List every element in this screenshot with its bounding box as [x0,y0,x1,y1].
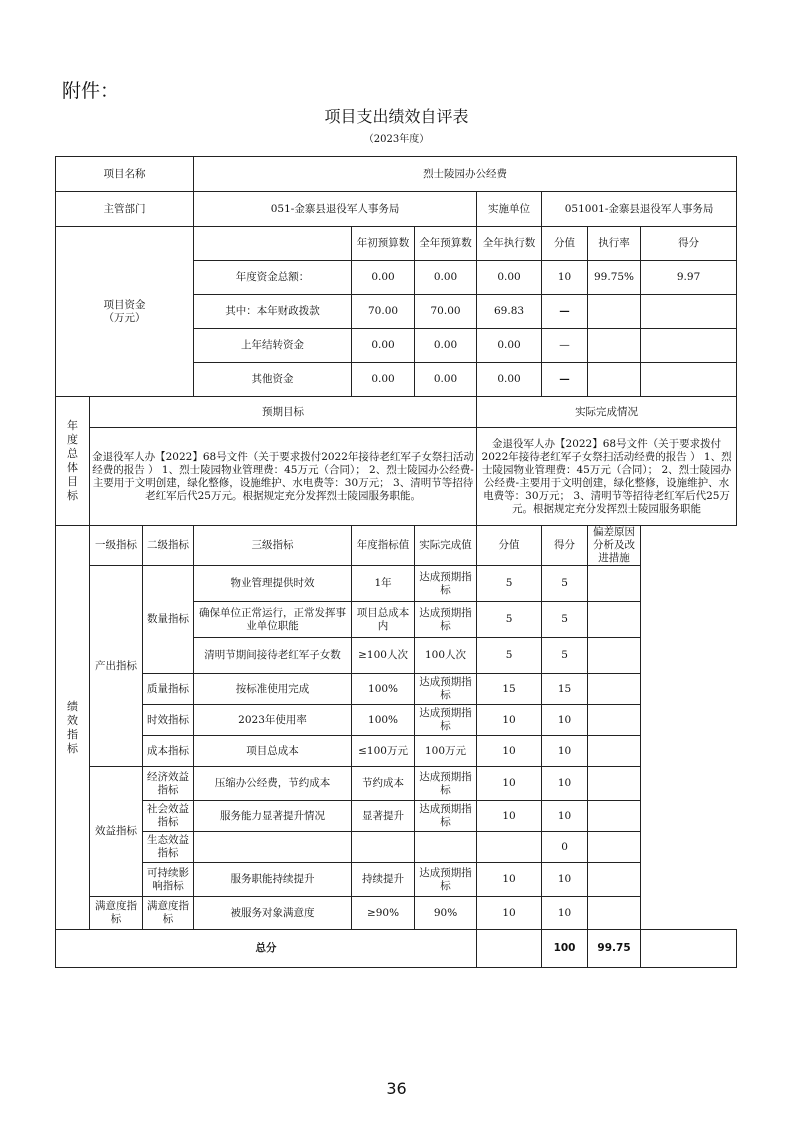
department-row [56,192,737,227]
funds-cell: 70.00 [352,295,415,329]
l3-cell: 服务能力显著提升情况 [194,801,352,832]
actual-cell: 达成预期指标 [415,863,477,897]
indicator-row [56,736,737,767]
actual-cell: 90% [415,897,477,930]
l3-cell: 按标准使用完成 [194,674,352,705]
funds-header-score: 得分 [641,227,737,261]
note-cell [588,566,641,602]
note-cell [588,767,641,801]
target-cell: ≤100万元 [352,736,415,767]
score-cell: 10 [542,863,588,897]
funds-cell: 0.00 [352,363,415,397]
target-cell: ≥90% [352,897,415,930]
indicator-row [56,767,737,801]
funds-cell: 0.00 [415,261,477,295]
funds-header-rate: 执行率 [588,227,641,261]
funds-header-row [56,227,737,261]
funds-cell: 10 [542,261,588,295]
note-cell [588,674,641,705]
funds-header-score-value: 分值 [542,227,588,261]
value-cell: 15 [477,674,542,705]
note-cell [588,705,641,736]
level2-timeliness: 时效指标 [143,705,194,736]
score-cell: 10 [542,801,588,832]
funds-header-initial: 年初预算数 [352,227,415,261]
funds-cell: 0.00 [352,329,415,363]
level2-ecological: 生态效益指标 [143,832,194,863]
target-cell: 100% [352,705,415,736]
indicator-row [56,566,737,602]
note-cell [588,736,641,767]
page-number: 36 [386,1079,407,1098]
project-name-label: 项目名称 [56,157,194,192]
goals-actual-header: 实际完成情况 [477,397,737,428]
goals-actual-text: 金退役军人办【2022】68号文件（关于要求拨付2022年接待老红军子女祭扫活动经费的报告 ） 1、烈士陵园物业管理费：45万元（合同）； 2、烈士陵园办公经费-主要用于文明创建，绿化整修，设施维护、水电费等：30万元； 3、清明节等招待老红军后代25万元。根据规定充分发挥烈士陵园服务职能 [477,428,737,526]
total-blank [477,930,542,968]
attachment-label: 附件： [62,80,120,102]
note-cell [588,832,641,863]
funds-cell: — [542,363,588,397]
level1-output: 产出指标 [90,566,143,767]
funds-cell: — [542,329,588,363]
funds-cell [588,329,641,363]
target-cell: 项目总成本内 [352,602,415,638]
page-title: 项目支出绩效自评表 [324,107,469,126]
value-cell [477,832,542,863]
funds-cell: 0.00 [477,329,542,363]
funds-row-label: 其中：本年财政拨款 [194,295,352,329]
value-cell: 5 [477,638,542,674]
project-name-row [56,157,737,192]
dept-label: 主管部门 [56,192,194,227]
actual-cell: 达成预期指标 [415,602,477,638]
score-cell: 10 [542,736,588,767]
goals-content-row [56,428,737,526]
goals-expected-text: 金退役军人办【2022】68号文件（关于要求拨付2022年接待老红军子女祭扫活动经费的报告 ） 1、烈士陵园物业管理费：45万元（合同）； 2、烈士陵园办公经费-主要用于文明创建，绿化整修，设施维护、水电费等：30万元； 3、清明节等招待老红军后代25万元。根据规定充分发挥烈士陵园服务职能。 [90,428,477,526]
funds-row-label: 上年结转资金 [194,329,352,363]
score-cell: 10 [542,897,588,930]
level2-satisfaction: 满意度指标 [143,897,194,930]
target-cell: ≥100人次 [352,638,415,674]
indicators-header-actual: 实际完成值 [415,526,477,566]
actual-cell: 达成预期指标 [415,566,477,602]
indicator-row [56,705,737,736]
funds-label: 项目资金 （万元） [56,227,194,397]
unit-value: 051001-金寨县退役军人事务局 [542,192,737,227]
indicator-row [56,801,737,832]
funds-cell: 99.75% [588,261,641,295]
level2-economic: 经济效益指标 [143,767,194,801]
indicators-header-l1: 一级指标 [90,526,143,566]
value-cell: 5 [477,602,542,638]
value-cell: 10 [477,863,542,897]
level2-quantity: 数量指标 [143,566,194,674]
project-name-value: 烈士陵园办公经费 [194,157,737,192]
indicators-header-note: 偏差原因分析及改进措施 [588,526,641,566]
funds-cell [641,295,737,329]
l3-cell: 压缩办公经费，节约成本 [194,767,352,801]
actual-cell: 达成预期指标 [415,767,477,801]
note-cell [588,801,641,832]
l3-cell: 项目总成本 [194,736,352,767]
actual-cell: 达成预期指标 [415,801,477,832]
indicators-header-target: 年度指标值 [352,526,415,566]
funds-cell: 0.00 [477,363,542,397]
value-cell: 5 [477,566,542,602]
value-cell: 10 [477,897,542,930]
level2-social: 社会效益指标 [143,801,194,832]
dept-value: 051-金寨县退役军人事务局 [194,192,477,227]
target-cell: 显著提升 [352,801,415,832]
total-row [56,930,737,968]
level2-quality: 质量指标 [143,674,194,705]
goals-header-row [56,397,737,428]
funds-cell [588,295,641,329]
l3-cell: 服务职能持续提升 [194,863,352,897]
indicators-header-score: 得分 [542,526,588,566]
funds-header-executed: 全年执行数 [477,227,542,261]
indicators-header-row [56,526,737,566]
value-cell: 10 [477,801,542,832]
target-cell: 持续提升 [352,863,415,897]
funds-cell: 9.97 [641,261,737,295]
note-cell [588,897,641,930]
funds-cell [588,363,641,397]
actual-cell: 达成预期指标 [415,674,477,705]
indicators-label: 绩效指标 [56,526,90,930]
target-cell [352,832,415,863]
l3-cell: 物业管理提供时效 [194,566,352,602]
funds-cell: 0.00 [477,261,542,295]
goals-expected-header: 预期目标 [90,397,477,428]
note-cell [588,638,641,674]
total-note [641,930,737,968]
goals-label: 年度总体目标 [56,397,90,526]
total-score: 99.75 [588,930,641,968]
note-cell [588,602,641,638]
l3-cell: 被服务对象满意度 [194,897,352,930]
funds-header-blank [194,227,352,261]
level1-benefit: 效益指标 [90,767,143,897]
funds-cell: 0.00 [352,261,415,295]
value-cell: 10 [477,705,542,736]
score-cell: 5 [542,602,588,638]
l3-cell: 确保单位正常运行，正常发挥事业单位职能 [194,602,352,638]
score-cell: 0 [542,832,588,863]
value-cell: 10 [477,736,542,767]
l3-cell: 清明节期间接待老红军子女数 [194,638,352,674]
self-evaluation-table [55,156,737,968]
score-cell: 15 [542,674,588,705]
actual-cell: 达成预期指标 [415,705,477,736]
total-label: 总分 [56,930,477,968]
total-value: 100 [542,930,588,968]
score-cell: 10 [542,767,588,801]
funds-cell: 70.00 [415,295,477,329]
funds-header-annual: 全年预算数 [415,227,477,261]
funds-row-label: 年度资金总额： [194,261,352,295]
l3-cell [194,832,352,863]
note-cell [588,863,641,897]
indicators-header-l2: 二级指标 [143,526,194,566]
funds-cell [641,329,737,363]
funds-cell: 0.00 [415,329,477,363]
score-cell: 10 [542,705,588,736]
level2-sustainable: 可持续影响指标 [143,863,194,897]
funds-cell [641,363,737,397]
value-cell: 10 [477,767,542,801]
l3-cell: 2023年使用率 [194,705,352,736]
year-subtitle: （2023年度） [363,134,430,145]
level2-cost: 成本指标 [143,736,194,767]
actual-cell: 100万元 [415,736,477,767]
indicators-header-l3: 三级指标 [194,526,352,566]
level1-satisfaction: 满意度指标 [90,897,143,930]
target-cell: 1年 [352,566,415,602]
funds-row-label: 其他资金 [194,363,352,397]
funds-cell: 0.00 [415,363,477,397]
indicator-row [56,832,737,863]
target-cell: 100% [352,674,415,705]
score-cell: 5 [542,638,588,674]
actual-cell: 100人次 [415,638,477,674]
indicators-header-value: 分值 [477,526,542,566]
actual-cell [415,832,477,863]
indicator-row [56,897,737,930]
indicator-row [56,863,737,897]
unit-label: 实施单位 [477,192,542,227]
funds-cell: 69.83 [477,295,542,329]
score-cell: 5 [542,566,588,602]
funds-cell: — [542,295,588,329]
target-cell: 节约成本 [352,767,415,801]
indicator-row [56,674,737,705]
